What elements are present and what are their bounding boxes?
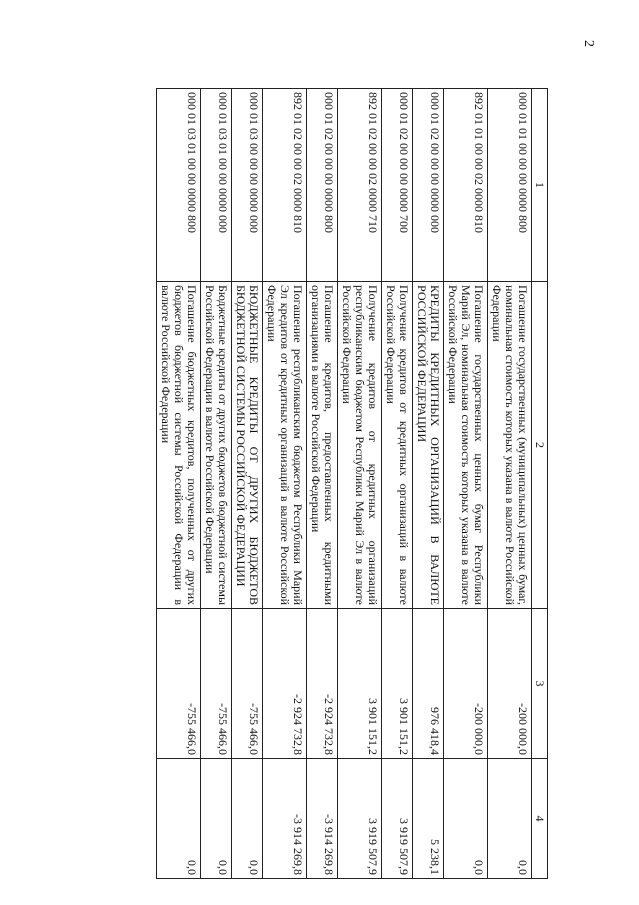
header-col-2: 2 <box>532 282 548 609</box>
row-code: 000 01 03 01 00 00 0000 000 <box>201 89 232 282</box>
table-row <box>444 89 488 879</box>
row-value-col3: -2 924 732,8 <box>263 609 307 759</box>
row-value-col4: -3 914 269,8 <box>263 759 307 879</box>
table-row <box>263 89 307 879</box>
row-code: 892 01 02 00 00 02 0000 710 <box>338 89 382 282</box>
header-col-4: 4 <box>532 759 548 879</box>
row-value-col4: 0,0 <box>232 759 263 879</box>
sources-financing-table <box>156 88 548 879</box>
table-header <box>532 89 548 879</box>
table-row <box>201 89 232 879</box>
row-name: Погашение республиканским бюджетом Республики Марий Эл кредитов от кредитных организаций в валюте Российской Федерации <box>263 282 307 609</box>
row-name: Погашение государственных (муниципальных) ценных бумаг, номинальная стоимость которых указана в валюте Российской Федерации <box>488 282 532 609</box>
row-value-col4: 0,0 <box>157 759 201 879</box>
row-value-col3: 3 901 151,2 <box>338 609 382 759</box>
table-row <box>382 89 413 879</box>
row-value-col4: 3 919 507,9 <box>382 759 413 879</box>
row-value-col3: -755 466,0 <box>157 609 201 759</box>
row-name: Бюджетные кредиты от других бюджетов бюджетной системы Российской Федерации в валюте Российской Федерации <box>201 282 232 609</box>
row-name: Получение кредитов от кредитных организаций республиканским бюджетом Республики Марий Эл в валюте Российской Федерации <box>338 282 382 609</box>
row-value-col4: 5 238,1 <box>413 759 444 879</box>
row-value-col3: -2 924 732,8 <box>307 609 338 759</box>
row-value-col3: 3 901 151,2 <box>382 609 413 759</box>
table-row <box>232 89 263 879</box>
row-code: 000 01 01 00 00 00 0000 800 <box>488 89 532 282</box>
row-code: 892 01 01 00 00 02 0000 810 <box>444 89 488 282</box>
row-value-col4: -3 914 269,8 <box>307 759 338 879</box>
table-body <box>157 89 532 879</box>
page-number: 2 <box>581 40 596 47</box>
row-value-col4: 3 919 507,9 <box>338 759 382 879</box>
row-code: 000 01 02 00 00 00 0000 700 <box>382 89 413 282</box>
table-row <box>338 89 382 879</box>
row-value-col3: -200 000,0 <box>444 609 488 759</box>
row-code: 000 01 03 01 00 00 0000 800 <box>157 89 201 282</box>
header-col-1: 1 <box>532 89 548 282</box>
row-name: Погашение государственных ценных бумаг Республики Марий Эл, номинальная стоимость которых указана в валюте Российской Федерации <box>444 282 488 609</box>
row-name: КРЕДИТЫ КРЕДИТНЫХ ОРГАНИЗАЦИЙ В ВАЛЮТЕ РОССИЙСКОЙ ФЕДЕРАЦИИ <box>413 282 444 609</box>
row-value-col3: -755 466,0 <box>201 609 232 759</box>
header-col-3: 3 <box>532 609 548 759</box>
row-value-col3: 976 418,4 <box>413 609 444 759</box>
row-name: Получение кредитов от кредитных организаций в валюте Российской Федерации <box>382 282 413 609</box>
row-value-col3: -755 466,0 <box>232 609 263 759</box>
row-value-col4: 0,0 <box>488 759 532 879</box>
row-value-col4: 0,0 <box>201 759 232 879</box>
row-code: 892 01 02 00 00 02 0000 810 <box>263 89 307 282</box>
table-row <box>157 89 201 879</box>
row-name: БЮДЖЕТНЫЕ КРЕДИТЫ ОТ ДРУГИХ БЮДЖЕТОВ БЮДЖЕТНОЙ СИСТЕМЫ РОССИЙСКОЙ ФЕДЕРАЦИИ <box>232 282 263 609</box>
table-row <box>413 89 444 879</box>
rotated-page-content <box>78 88 548 878</box>
table-row <box>488 89 532 879</box>
row-code: 000 01 02 00 00 00 0000 000 <box>413 89 444 282</box>
row-code: 000 01 02 00 00 00 0000 800 <box>307 89 338 282</box>
row-name: Погашение бюджетных кредитов, полученных от других бюджетов бюджетной системы Российской Федерации в валюте Российской Федерации <box>157 282 201 609</box>
row-name: Погашение кредитов, предоставленных кредитными организациями в валюте Российской Федерации <box>307 282 338 609</box>
row-code: 000 01 03 00 00 00 0000 000 <box>232 89 263 282</box>
row-value-col4: 0,0 <box>444 759 488 879</box>
table-row <box>307 89 338 879</box>
header-row <box>532 89 548 879</box>
row-value-col3: -200 000,0 <box>488 609 532 759</box>
